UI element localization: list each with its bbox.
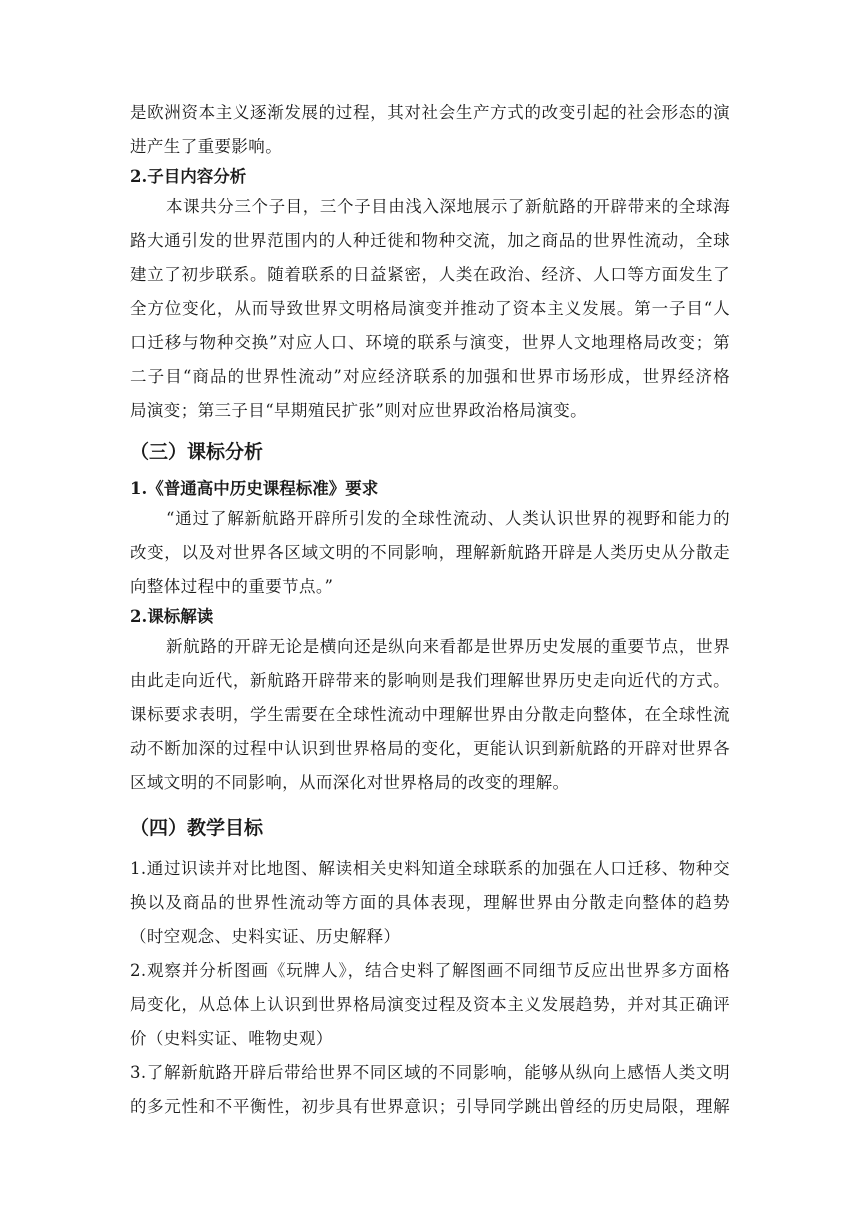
subheading-subitem-analysis: 2.子目内容分析 [130,167,247,186]
text-line: 全方位变化，从而导致世界文明格局演变并推动了资本主义发展。第一子目“人 [130,299,730,318]
text-line: 本课共分三个子目，三个子目由浅入深地展示了新航路的开辟带来的全球海 [166,197,730,216]
text-line: 局变化，从总体上认识到世界格局演变过程及资本主义发展趋势，并对其正确评 [130,995,730,1014]
text-line: 换以及商品的世界性流动等方面的具体表现，理解世界由分散走向整体的趋势 [130,893,730,912]
paragraph-standard-quote [130,502,730,604]
text-line: 向整体过程中的重要节点。” [130,577,334,596]
text-line: 2.观察并分析图画《玩牌人》，结合史料了解图画不同细节反应出世界多方面格 [130,961,730,980]
text-line: 口迁移与物种交换”对应人口、环境的联系与演变，世界人文地理格局改变；第 [130,333,730,352]
text-line: 1.通过识读并对比地图、解读相关史料知道全球联系的加强在人口迁移、物种交 [130,859,730,878]
text-line: 二子目“商品的世界性流动”对应经济联系的加强和世界市场形成，世界经济格 [130,367,730,386]
text-line: （时空观念、史料实证、历史解释） [130,927,401,946]
text-line: 局演变；第三子目“早期殖民扩张”则对应世界政治格局演变。 [130,401,588,420]
section-heading-curriculum-analysis: （三）课标分析 [130,441,264,463]
paragraph-subitem-analysis [130,190,730,428]
text-line: “通过了解新航路开辟所引发的全球性流动、人类认识世界的视野和能力的 [166,509,730,528]
paragraph-intro-continued [130,96,730,164]
subheading-curriculum-standard: 1.《普通高中历史课程标准》要求 [130,479,379,498]
text-line: 动不断加深的过程中认识到世界格局的变化，更能认识到新航路的开辟对世界各 [130,739,730,758]
text-line: 是欧洲资本主义逐渐发展的过程，其对社会生产方式的改变引起的社会形态的演 [130,103,730,122]
text-line: 的多元性和不平衡性，初步具有世界意识；引导同学跳出曾经的历史局限，理解 [130,1097,730,1116]
paragraph-standard-reading [130,630,730,800]
text-line: 改变，以及对世界各区域文明的不同影响，理解新航路开辟是人类历史从分散走 [130,543,730,562]
text-line: 路大通引发的世界范围内的人种迁徙和物种交流，加之商品的世界性流动，全球 [130,231,730,250]
text-line: 新航路的开辟无论是横向还是纵向来看都是世界历史发展的重要节点，世界 [166,637,730,656]
subheading-standard-reading: 2.课标解读 [130,607,214,626]
text-line: 进产生了重要影响。 [130,137,283,156]
teaching-goal-1 [130,852,730,954]
document-body [130,96,730,1124]
teaching-goal-2 [130,954,730,1056]
text-line: 价（史料实证、唯物史观） [130,1029,333,1048]
text-line: 由此走向近代，新航路开辟带来的影响则是我们理解世界历史走向近代的方式。 [130,671,730,690]
text-line: 建立了初步联系。随着联系的日益紧密，人类在政治、经济、人口等方面发生了 [130,265,730,284]
teaching-goal-3 [130,1056,730,1124]
section-heading-teaching-goals: （四）教学目标 [130,817,264,839]
text-line: 区域文明的不同影响，从而深化对世界格局的改变的理解。 [130,773,570,792]
text-line: 3.了解新航路开辟后带给世界不同区域的不同影响，能够从纵向上感悟人类文明 [130,1063,730,1082]
text-line: 课标要求表明，学生需要在全球性流动中理解世界由分散走向整体，在全球性流 [130,705,730,724]
